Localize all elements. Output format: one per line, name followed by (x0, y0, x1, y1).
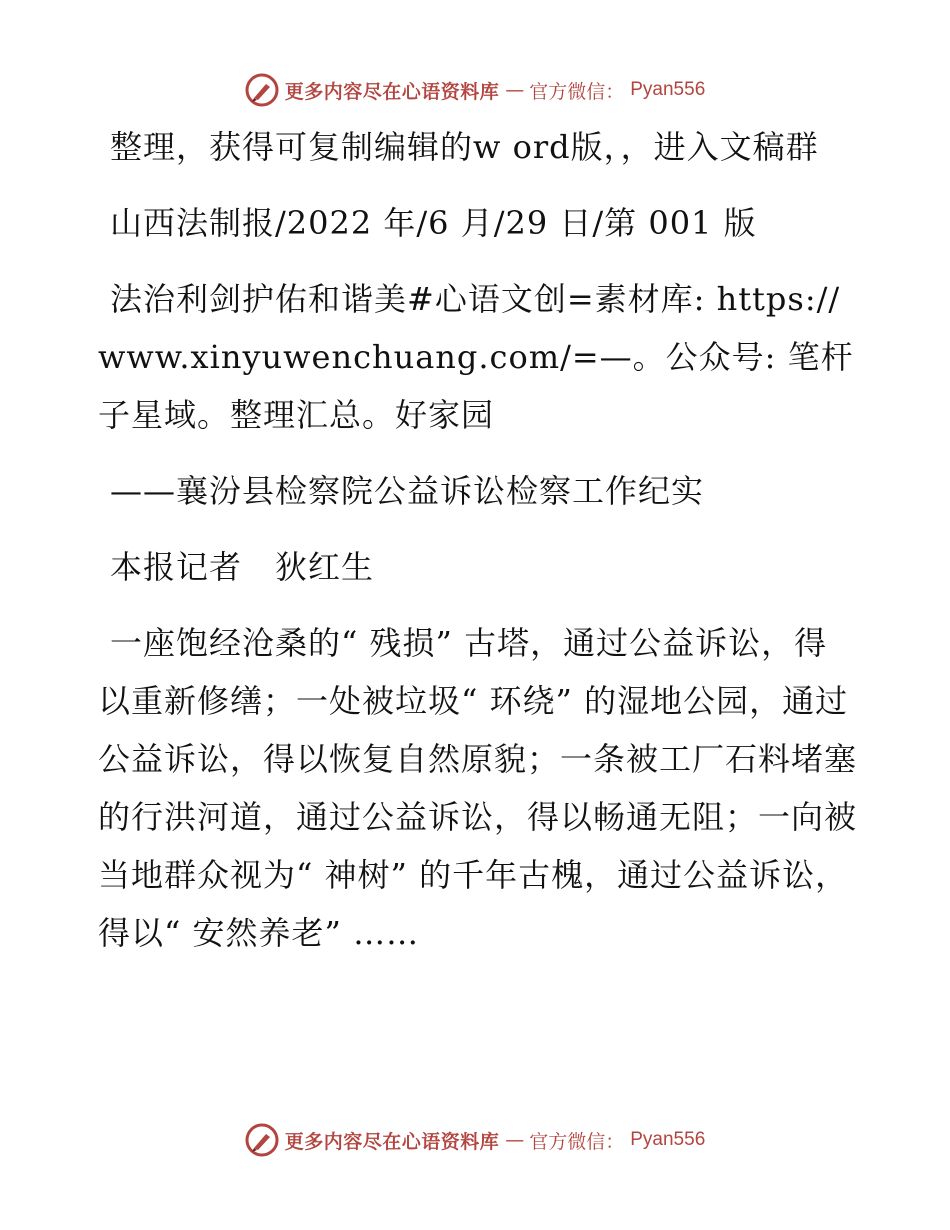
paragraph-body: 一座饱经沧桑的“ 残损” 古塔，通过公益诉讼，得以重新修缮；一处被垃圾“ 环绕” 的湿地公园，通过公益诉讼，得以恢复自然原貌；一条被工厂石料堵塞的行洪河道，通过公益诉讼，得以畅通无阻；一向被当地群众视为“ 神树” 的千年古槐，通过公益诉讼，得以“ 安然养老” …… (98, 624, 858, 952)
paragraph-reporter: 本报记者 狄红生 (110, 548, 375, 586)
banner-wechat-id: Pyan556 (630, 1129, 706, 1150)
banner-wechat-id: Pyan556 (630, 79, 706, 100)
paragraph-subtitle: ——襄汾县检察院公益诉讼检察工作纪实 (110, 472, 705, 510)
banner-dash: — (505, 1129, 524, 1151)
paragraph-source: 山西法制报/2022 年/6 月/29 日/第 001 版 (110, 204, 757, 242)
paragraph-intro: 整理，获得可复制编辑的w ord版，，进入文稿群 (110, 128, 819, 166)
footer-banner (0, 1120, 950, 1160)
header-banner (0, 70, 950, 110)
paragraph-title: 法治利剑护佑和谐美#心语文创=素材库: https://www.xinyuwenchuang.com/=—。公众号: 笔杆子星域。整理汇总。好家园 (98, 280, 854, 434)
banner-wechat-label: 官方微信： (529, 80, 625, 103)
document-body (98, 118, 858, 980)
pen-logo-icon (245, 73, 279, 107)
pen-logo-icon (245, 1123, 279, 1157)
banner-text: 更多内容尽在心语资料库 (284, 1130, 500, 1153)
banner-wechat-label: 官方微信： (529, 1130, 625, 1153)
banner-dash: — (505, 79, 524, 101)
banner-text: 更多内容尽在心语资料库 (284, 80, 500, 103)
